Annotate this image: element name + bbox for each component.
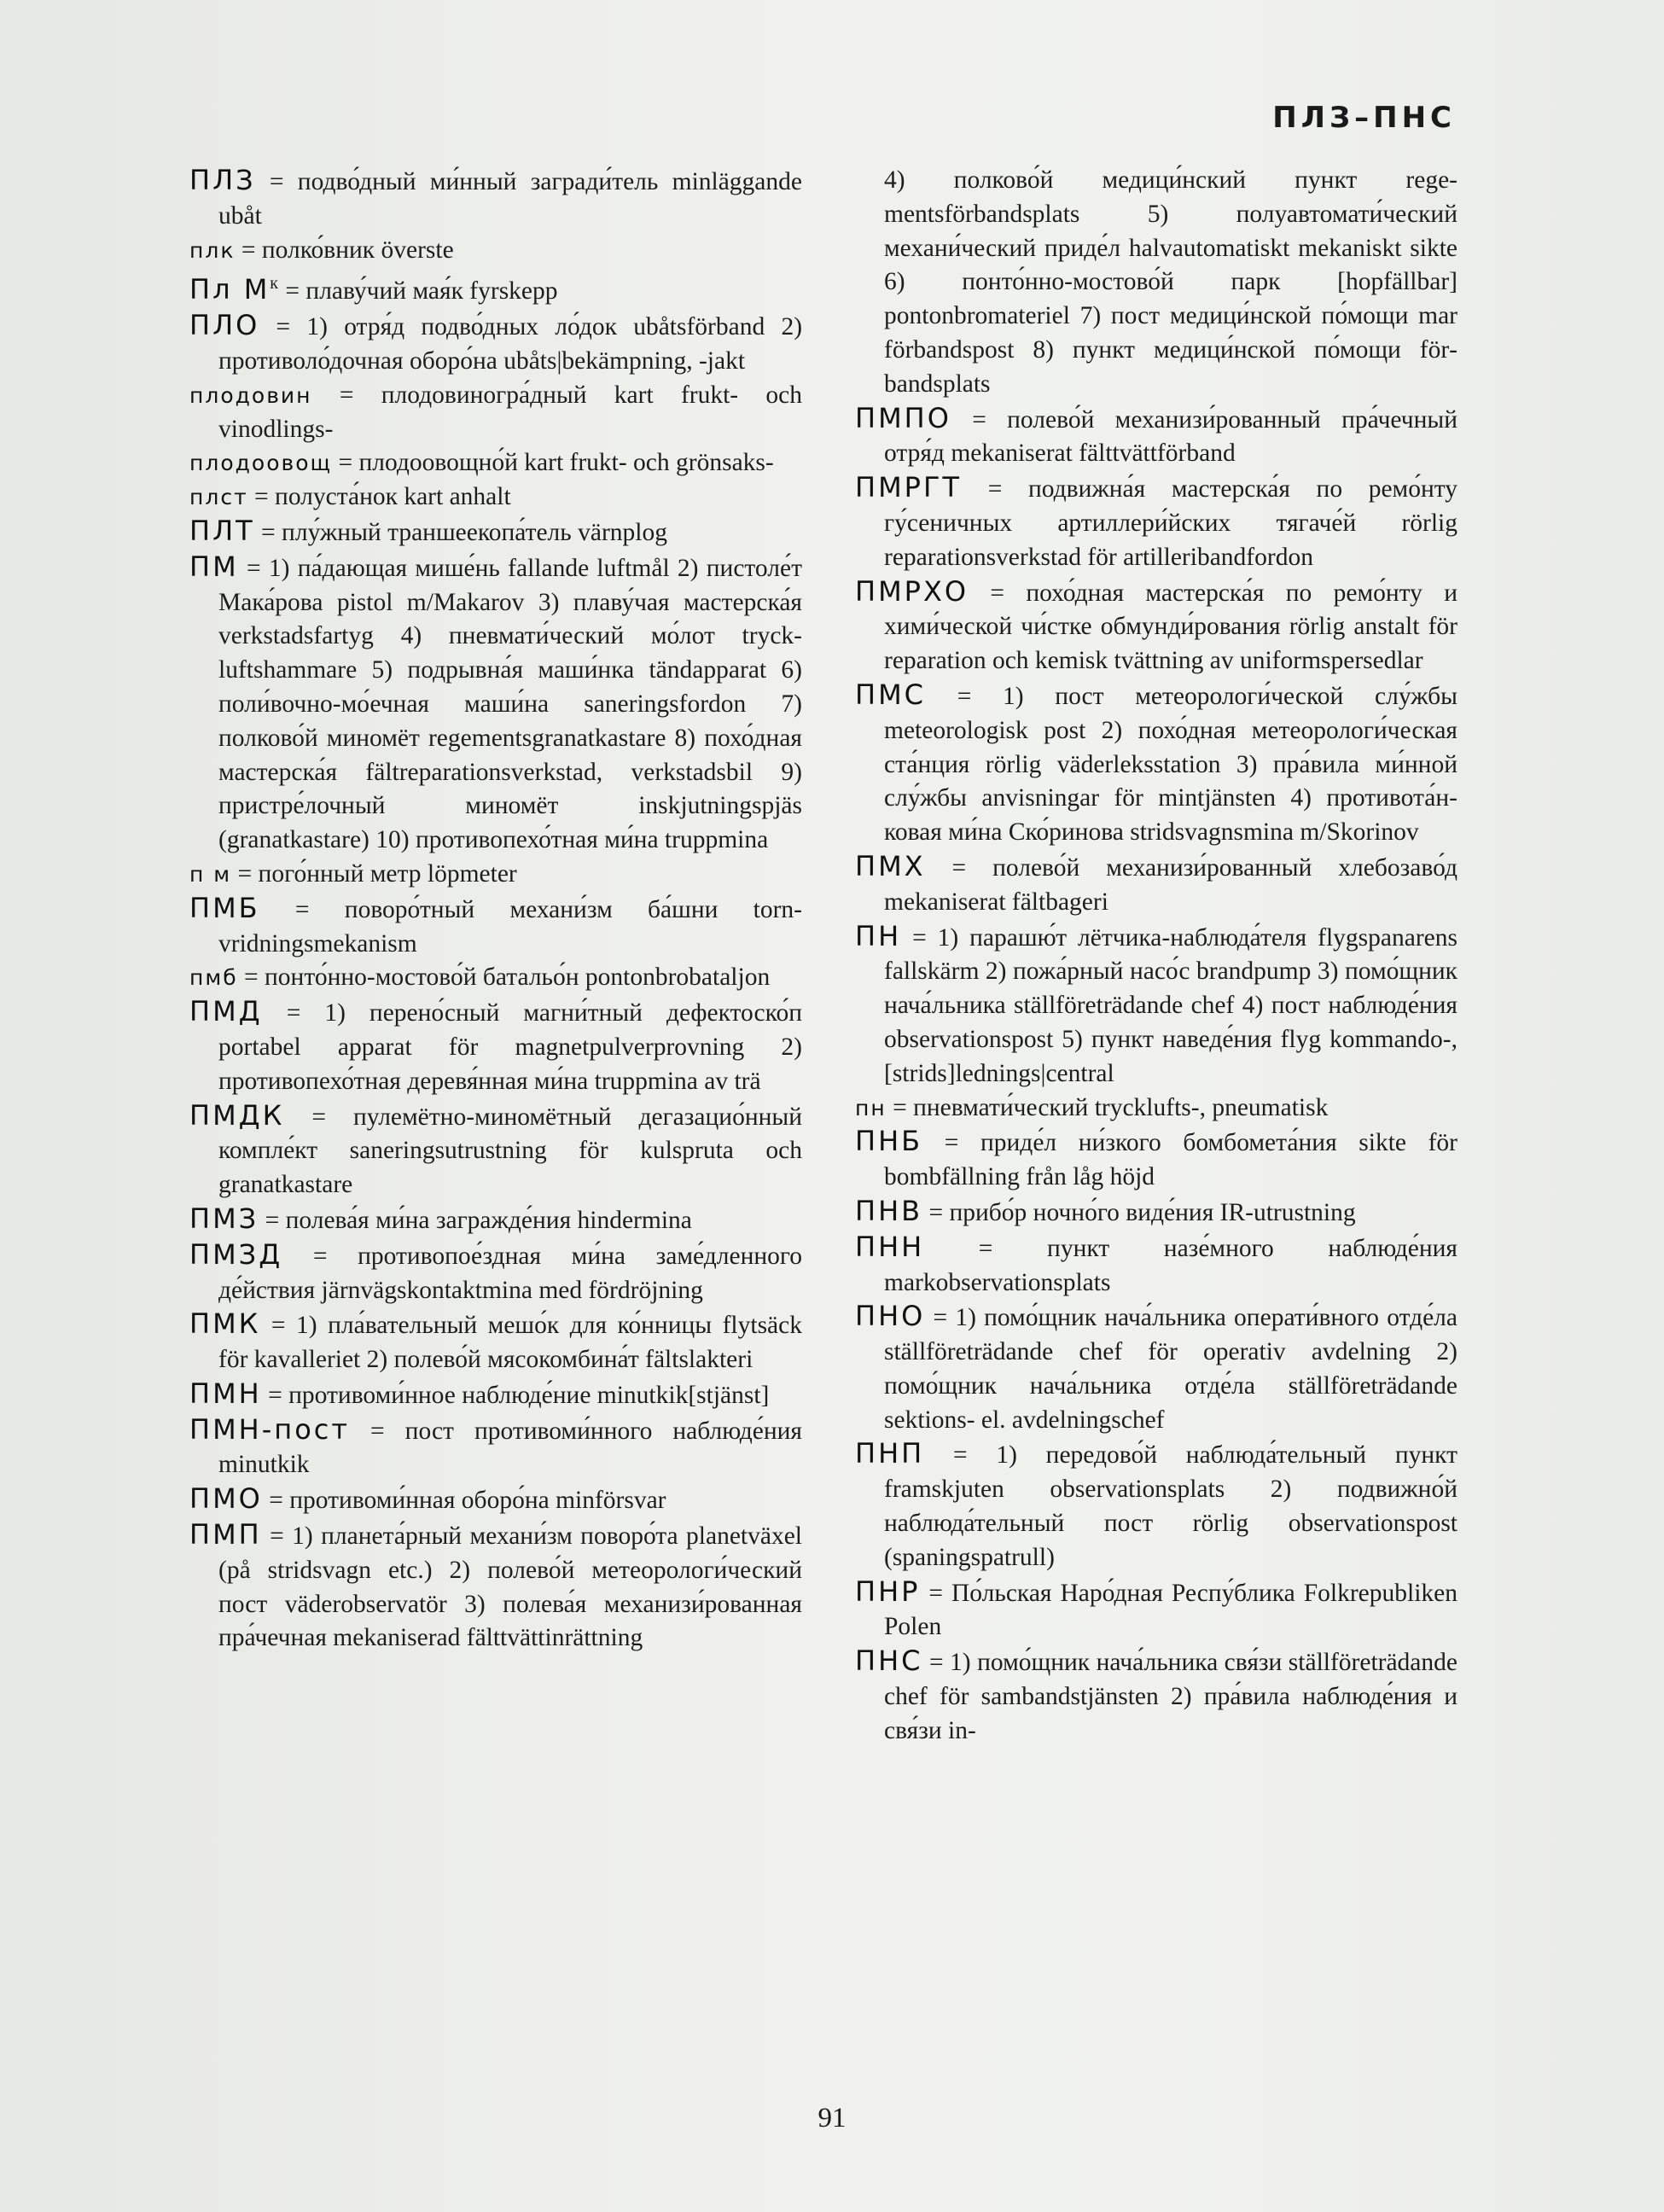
entry-headword: ПНП [855,1437,925,1470]
entry-definition: = 1) пост метеорологи́ческой слу́жбы meteorologisk post 2) похо́дная метеорологи́ческая ста́нция rörlig väderleksstation 3) пра́вила ми́нной слу́жбы anvisningar för mintjänsten 4) противота́нковая ми́на Ско́ринова stridsvagnsmina m/Skorinov [884,682,1458,847]
entry-definition: = поворо́тный механи́зм ба́шни tornvridningsmekanism [218,895,802,958]
dictionary-entry [189,267,802,309]
dictionary-entry [189,446,802,480]
entry-definition: = полуста́нок kart anhalt [254,483,511,511]
entry-definition: = плу́жный траншеекопа́тель värnplog [261,518,667,546]
entry-definition: = пункт назе́много наблюде́ния markobservationsplats [884,1234,1457,1296]
entry-headword: ПМДК [189,1098,285,1132]
dictionary-entry [855,471,1457,574]
entry-definition: = полево́й механизи́рованный хлебозаво́д mekaniserat fältbageri [884,853,1457,916]
running-head: ПЛЗ–ПНС [1272,101,1456,135]
entry-definition: = 1) передово́й наблюда́тельный пункт framskjuten observationsplats 2) подвижно́й наблюда́тельный пост rörlig observationspost (spaningspatrull) [884,1441,1458,1571]
entry-definition: = 1) парашю́т лётчика-наблюда́теля flygspanarens fallskärm 2) пожа́рный насо́с brandpump 3) помо́щник нача́льника ställföreträdande chef 4) пост наблюде́ния observationspost 5) пункт наведе́ния flyg kommando-, [strids]lednings|central [884,923,1457,1087]
dictionary-entry [855,1125,1457,1195]
entry-definition: = прибо́р ночно́го виде́ния IR-utrustning [928,1198,1356,1226]
entry-headword: ПМК [189,1307,261,1341]
entry-headword: ПНБ [855,1125,923,1158]
entry-definition: = пневмати́ческий trycklufts-, pneumatisk [893,1093,1329,1121]
entry-definition: = плаву́чий мая́к fyrskepp [285,277,558,306]
dictionary-entry [189,550,802,858]
entry-definition: = плодоовощно́й kart frukt- och grönsaks- [338,449,774,477]
entry-definition: = подво́дный ми́нный загради́тель minläggande ubåt [218,168,802,230]
dictionary-entry [189,1238,802,1308]
entry-headword: ПМБ [189,891,260,924]
entry-definition: = противоми́нное наблюде́ние minutkik[stjänst] [268,1381,770,1409]
dictionary-entry [189,1202,802,1238]
entry-definition: = пулемётно-миномётный дегазацио́нный компле́кт saneringsutrustning för kulspruta och granatkastare [218,1103,803,1199]
entry-definition: = 1) пла́вательный мешо́к для ко́нницы flytsäck för kavalleriet 2) полево́й мясокомбина́т fältslakteri [218,1312,802,1374]
entry-definition: = пого́нный метр löpmeter [237,859,517,888]
entry-headword: плст [189,485,248,510]
dictionary-entry [189,379,802,447]
dictionary-entry [855,1437,1457,1575]
entry-headword: ПМН [189,1377,262,1410]
dictionary-entry [189,1413,802,1483]
dictionary-entry [855,1644,1457,1748]
entry-headword: пмб [189,965,238,991]
entry-definition: = полева́я ми́на загражде́ния hindermina [265,1206,692,1234]
entry-headword: ПМД [189,995,263,1028]
entry-headword: ПМ [189,550,239,583]
entry-headword: ПНС [855,1644,923,1678]
dictionary-entry [189,515,802,550]
entry-definition: = понто́нно-мостово́й батальо́н pontonbrobataljon [244,963,771,992]
entry-headword: ПЛТ [189,514,255,547]
entry-headword: ПНО [855,1300,926,1333]
dictionary-entry [855,678,1457,850]
entry-headword: плодоовощ [189,451,333,476]
right-column [855,164,1457,1749]
page-number: 91 [817,2103,847,2133]
entry-definition: = 1) планета́рный механи́зм поворо́та planetväxel (på stridsvagn etc.) 2) полево́й метеорологи́ческий пост väderobservatör 3) полева́я механизи́рованная пра́чечная mekaniserad fälttvättinrättning [218,1522,802,1652]
entry-definition: = противопое́здная ми́на заме́дленного де́йствия järnvägskontaktmina med fördröjning [218,1242,803,1304]
entry-definition: = подвижна́я мастерска́я по ремо́нту гу́сеничных артиллери́йских тягаче́й rörlig reparationsverkstad för artilleribandfordon [884,475,1458,571]
entry-headword: Пл М [189,273,271,306]
entry-definition: = По́льская Наро́дная Респу́блика Folkrepubliken Polen [884,1579,1457,1641]
left-column [189,164,802,1656]
dictionary-entry [189,892,802,962]
entry-definition: = плодовиногра́дный kart frukt- och vinodlings- [218,381,803,443]
dictionary-entry [189,1099,802,1202]
entry-definition: = полко́вник överste [241,236,454,264]
dictionary-entry [189,1377,802,1413]
dictionary-entry [855,1195,1457,1231]
dictionary-entry [855,402,1457,472]
entry-definition: 4) полково́й медици́нский пункт regementsförbandsplats 5) полуавтомати́ческий механи́ческий приде́л halvautomatiskt mekaniskt sikte 6) понто́нно-мостово́й парк [hopfällbar] pontonbromateriel 7) пост медици́нской по́мощи mar förbandspost 8) пункт медици́нской по́мощи förbandsplats [884,166,1457,398]
entry-definition: = 1) перено́сный магни́тный дефектоско́п portabel apparat för magnetpulverprovning 2) противопехо́тная деревя́нная ми́на truppmina av trä [218,999,803,1095]
entry-definition: = полево́й механизи́рованный пра́чечный отря́д mekaniserat fälttvättförband [884,405,1457,468]
entry-headword: ПЛЗ [189,164,256,196]
dictionary-entry [855,164,1457,402]
entry-headword: ПЛО [189,309,260,342]
dictionary-entry [189,1307,802,1377]
entry-headword: ПМО [189,1482,263,1516]
entry-definition: = пост противоми́нного наблюде́ния minutkik [218,1417,802,1479]
entry-headword: плк [189,237,236,263]
entry-definition: = противоми́нная оборо́на minförsvar [269,1487,666,1515]
entry-headword: ПМЗД [189,1237,283,1271]
entry-definition: = приде́л ни́зкого бомбомета́ния sikte för bombfällning från låg höjd [884,1129,1458,1191]
entry-definition: = 1) отря́д подво́дных ло́док ubåtsförband 2) противоло́дочная оборо́на ubåts|bekämpning, -jakt [218,313,803,375]
dictionary-entry [855,1091,1457,1126]
entry-definition: = похо́дная мастерска́я по ремо́нту и хими́ческой чи́стке обмунди́рования rörlig anstalt för reparation och kemisk tvättning av uniformspersedlar [884,579,1457,675]
dictionary-entry [189,961,802,995]
entry-headword: ПМП [189,1518,262,1551]
dictionary-entry [189,1482,802,1518]
entry-headword: плодовин [189,382,312,408]
entry-headword: ПМЗ [189,1202,259,1235]
dictionary-entry [855,1575,1457,1645]
entry-headword: ПНН [855,1230,925,1263]
dictionary-entry [189,1518,802,1656]
entry-headword: ПМПО [855,401,951,434]
dictionary-entry [189,858,802,892]
entry-headword: п м [189,861,232,887]
dictionary-entry [189,234,802,268]
entry-headword: ПН [855,919,902,952]
entry-definition: = 1) помо́щник нача́льника операти́вного отде́ла ställföreträdande chef för operativ avdelning 2) помо́щник нача́льника отде́ла ställföreträdande sektions- el. avdelningschef [884,1304,1457,1434]
dictionary-entry [189,995,802,1098]
entry-headword: ПМС [855,678,927,711]
entry-headword: ПМН-пост [189,1412,351,1446]
entry-headword: ПНВ [855,1194,923,1227]
entry-headword: ПНР [855,1575,921,1608]
entry-headword: пн [855,1095,887,1121]
dictionary-entry [855,575,1457,678]
dictionary-entry [189,309,802,379]
entry-definition: = 1) помо́щник нача́льника свя́зи ställföreträdande chef för sambandstjänsten 2) пра́вила наблюде́ния и свя́зи in- [884,1649,1457,1744]
entry-headword: ПМРГТ [855,471,963,504]
dictionary-entry [855,1231,1457,1301]
dictionary-entry [855,1300,1457,1437]
entry-headword: ПМХ [855,849,926,882]
dictionary-entry [189,164,802,234]
entry-headword-superscript: к [270,274,280,294]
dictionary-entry [855,850,1457,920]
dictionary-entry [855,920,1457,1091]
entry-headword: ПМРХО [855,574,969,608]
entry-definition: = 1) па́дающая мише́нь fallande luftmål 2) пистоле́т Мака́рова pistol m/Makarov 3) плаву́чая мастерска́я verkstadsfartyg 4) пневмати́ческий мо́лот tryckluftshammare 5) подрывна́я маши́нка tändapparat 6) поли́вочно-мо́ечная маши́на saneringsfordon 7) полково́й миномёт regementsgranatkastare 8) похо́дная мастерска́я fältreparationsverkstad, verkstadsbil 9) пристре́лочный миномёт inskjutningspjäs (granatkastare) 10) противопехо́тная ми́на truppmina [218,554,802,854]
dictionary-entry [189,480,802,515]
